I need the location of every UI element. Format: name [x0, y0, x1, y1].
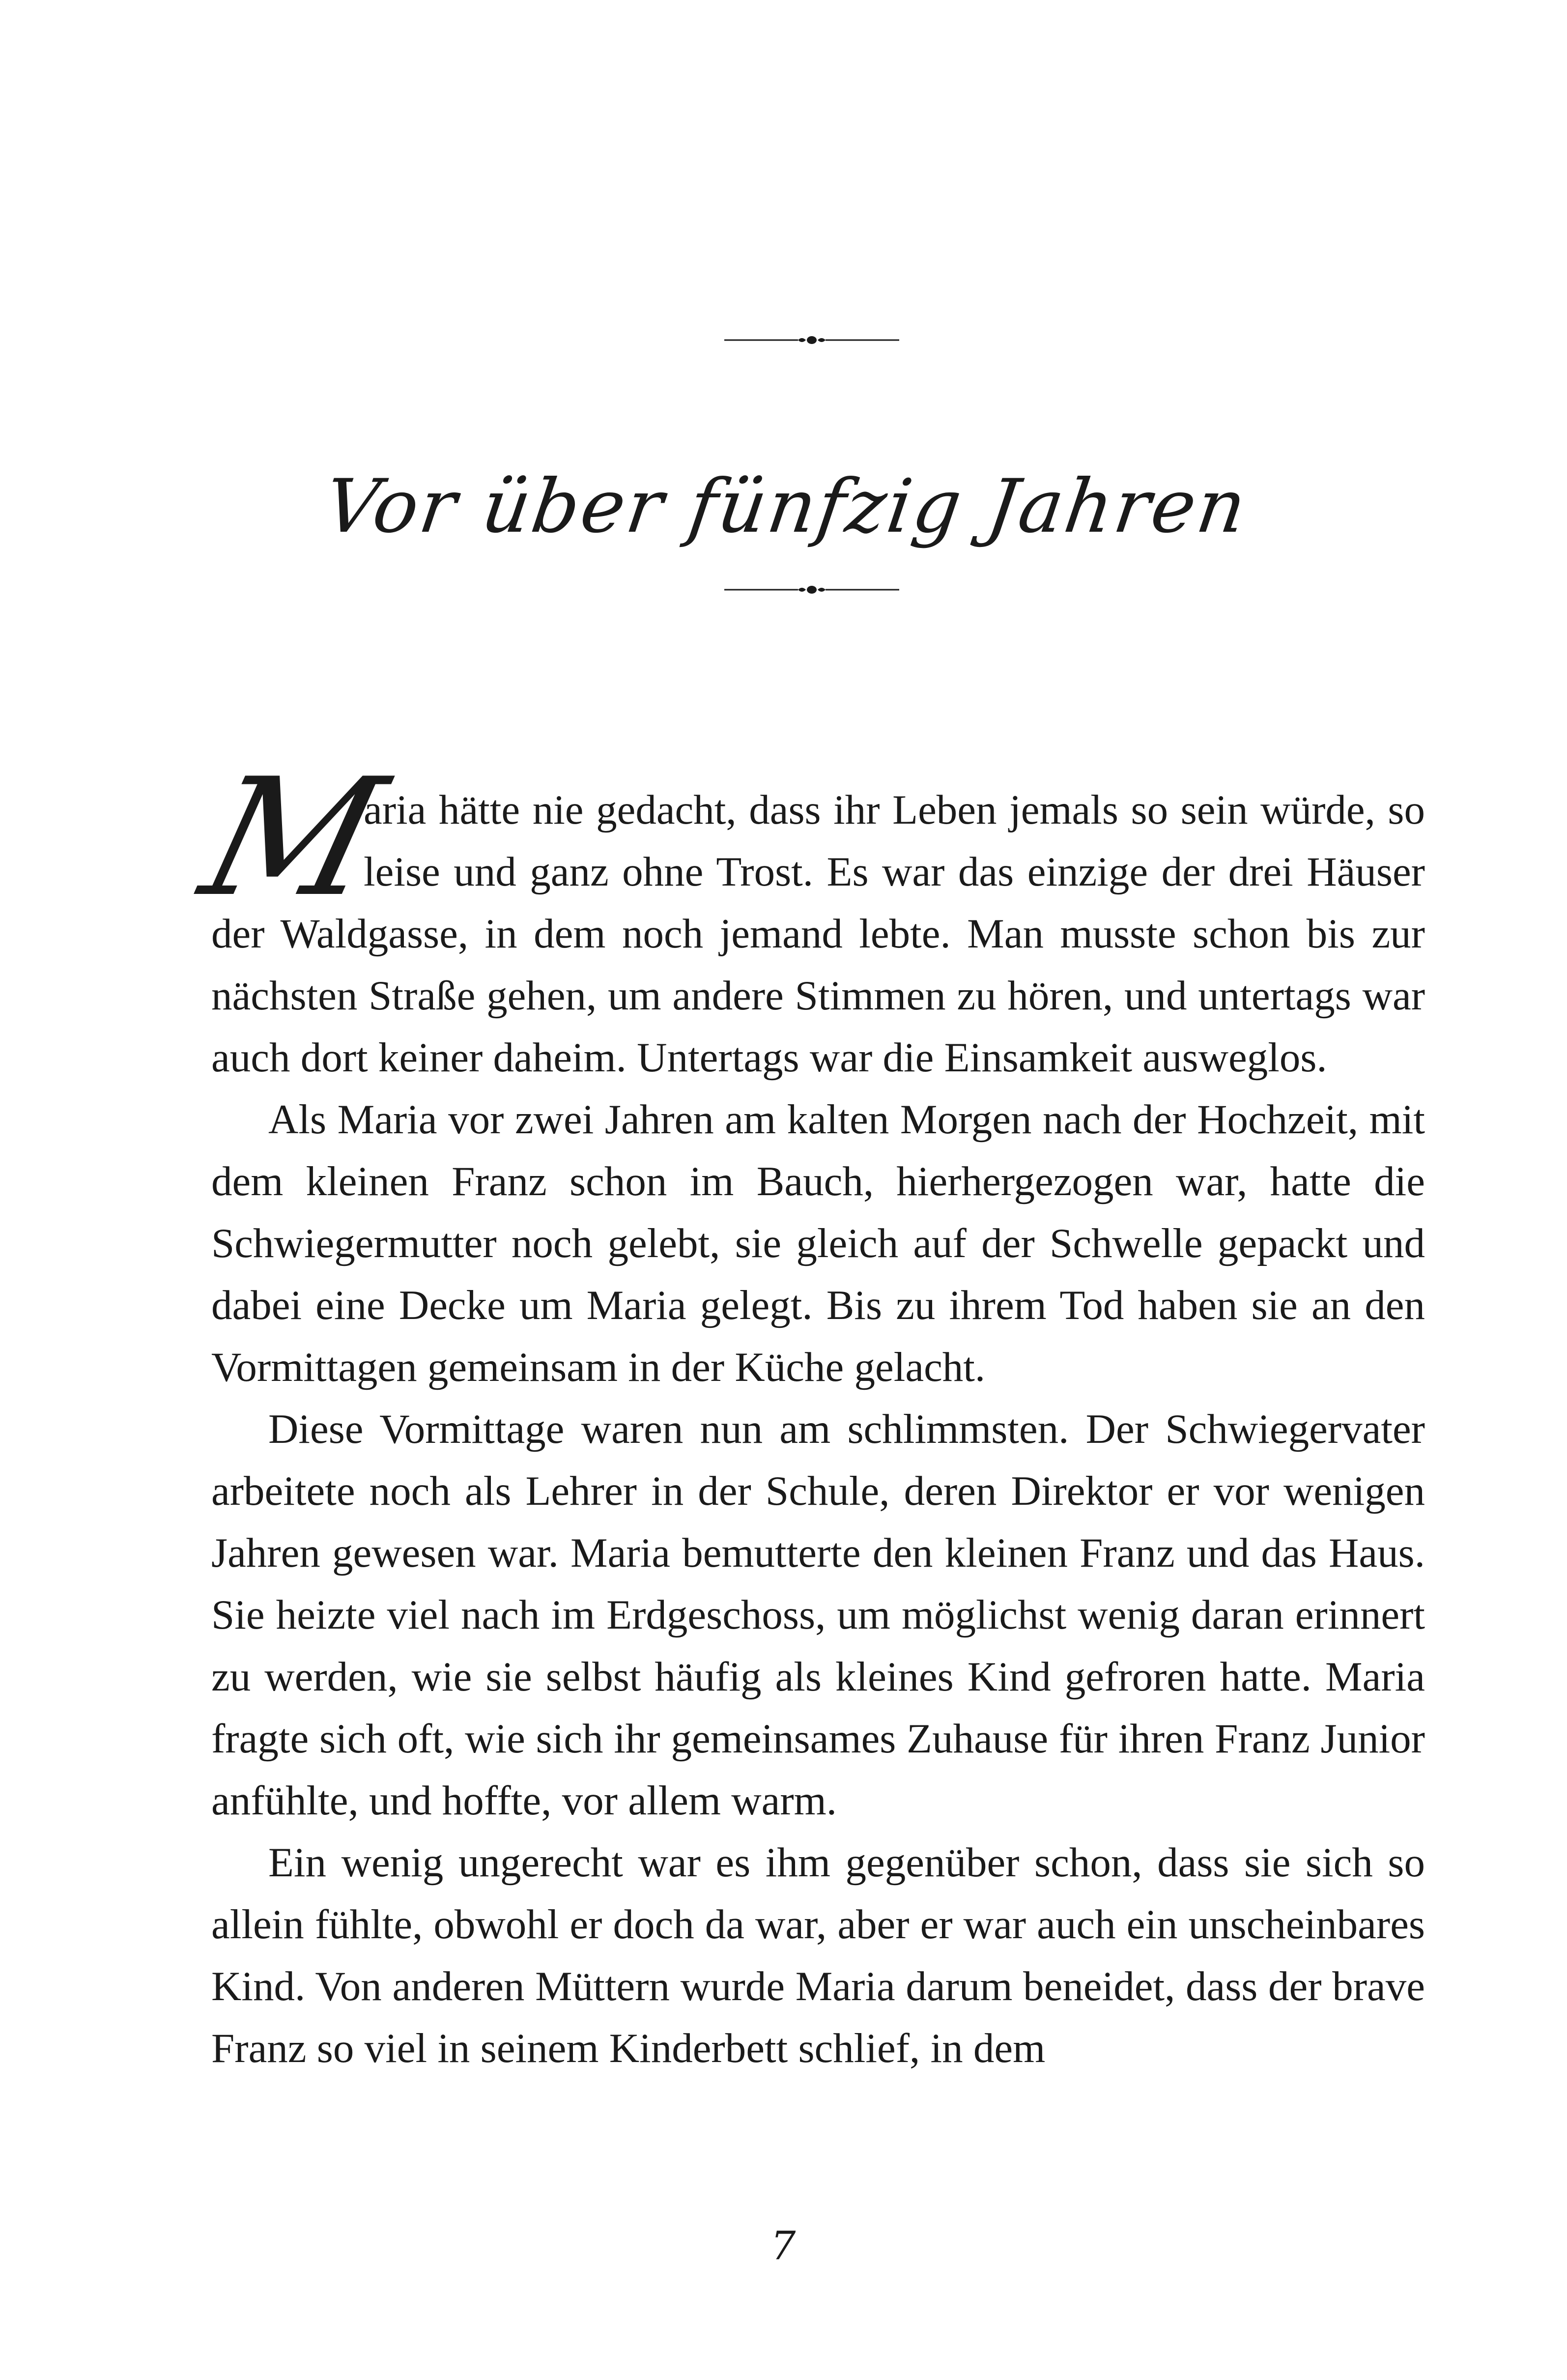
flourish-divider-bottom-icon [724, 580, 899, 600]
chapter-title: Vor über fünfzig Jahren [319, 463, 1253, 549]
flourish-divider-top-icon [724, 330, 899, 350]
paragraph-1-text: aria hätte nie gedacht, dass ihr Leben jemals so sein würde, so leise und ganz ohne Trost. Es war das einzige der drei Häuser der Waldgasse, in dem noch jemand lebte. Man musste schon bis zur nächsten Straße gehen, um andere Stimmen zu hören, und untertags war auch dort keiner daheim. Untertags war die Einsamkeit ausweglos. [211, 787, 1425, 1081]
drop-cap: M [186, 744, 400, 932]
paragraph-1 [186, 744, 1425, 1089]
page-number: 7 [770, 2223, 796, 2268]
paragraph-4: Ein wenig ungerecht war es ihm gegenüber schon, dass sie sich so allein fühlte, obwohl er doch da war, aber er war auch ein unscheinbares Kind. Von anderen Müttern wurde Maria darum beneidet, dass der brave Franz so viel in seinem Kinderbett schlief, in dem [211, 1839, 1425, 2071]
paragraph-3: Diese Vormittage waren nun am schlimmsten. Der Schwiegervater arbeitete noch als Lehrer in der Schule, deren Direktor er vor wenigen Jahren gewesen war. Maria bemutterte den kleinen Franz und das Haus. Sie heizte viel nach im Erdgeschoss, um möglichst wenig daran erinnert zu werden, wie sie selbst häufig als kleines Kind gefroren hatte. Maria fragte sich oft, wie sich ihr gemeinsames Zuhause für ihren Franz Junior anfühlte, und hoffte, vor allem warm. [211, 1406, 1425, 1824]
paragraph-2: Als Maria vor zwei Jahren am kalten Morgen nach der Hochzeit, mit dem kleinen Franz schon im Bauch, hierhergezogen war, hatte die Schwiegermutter noch gelebt, sie gleich auf der Schwelle gepackt und dabei eine Decke um Maria gelegt. Bis zu ihrem Tod haben sie an den Vormittagen gemeinsam in der Küche gelacht. [211, 1096, 1425, 1390]
body-text [186, 744, 1425, 2079]
